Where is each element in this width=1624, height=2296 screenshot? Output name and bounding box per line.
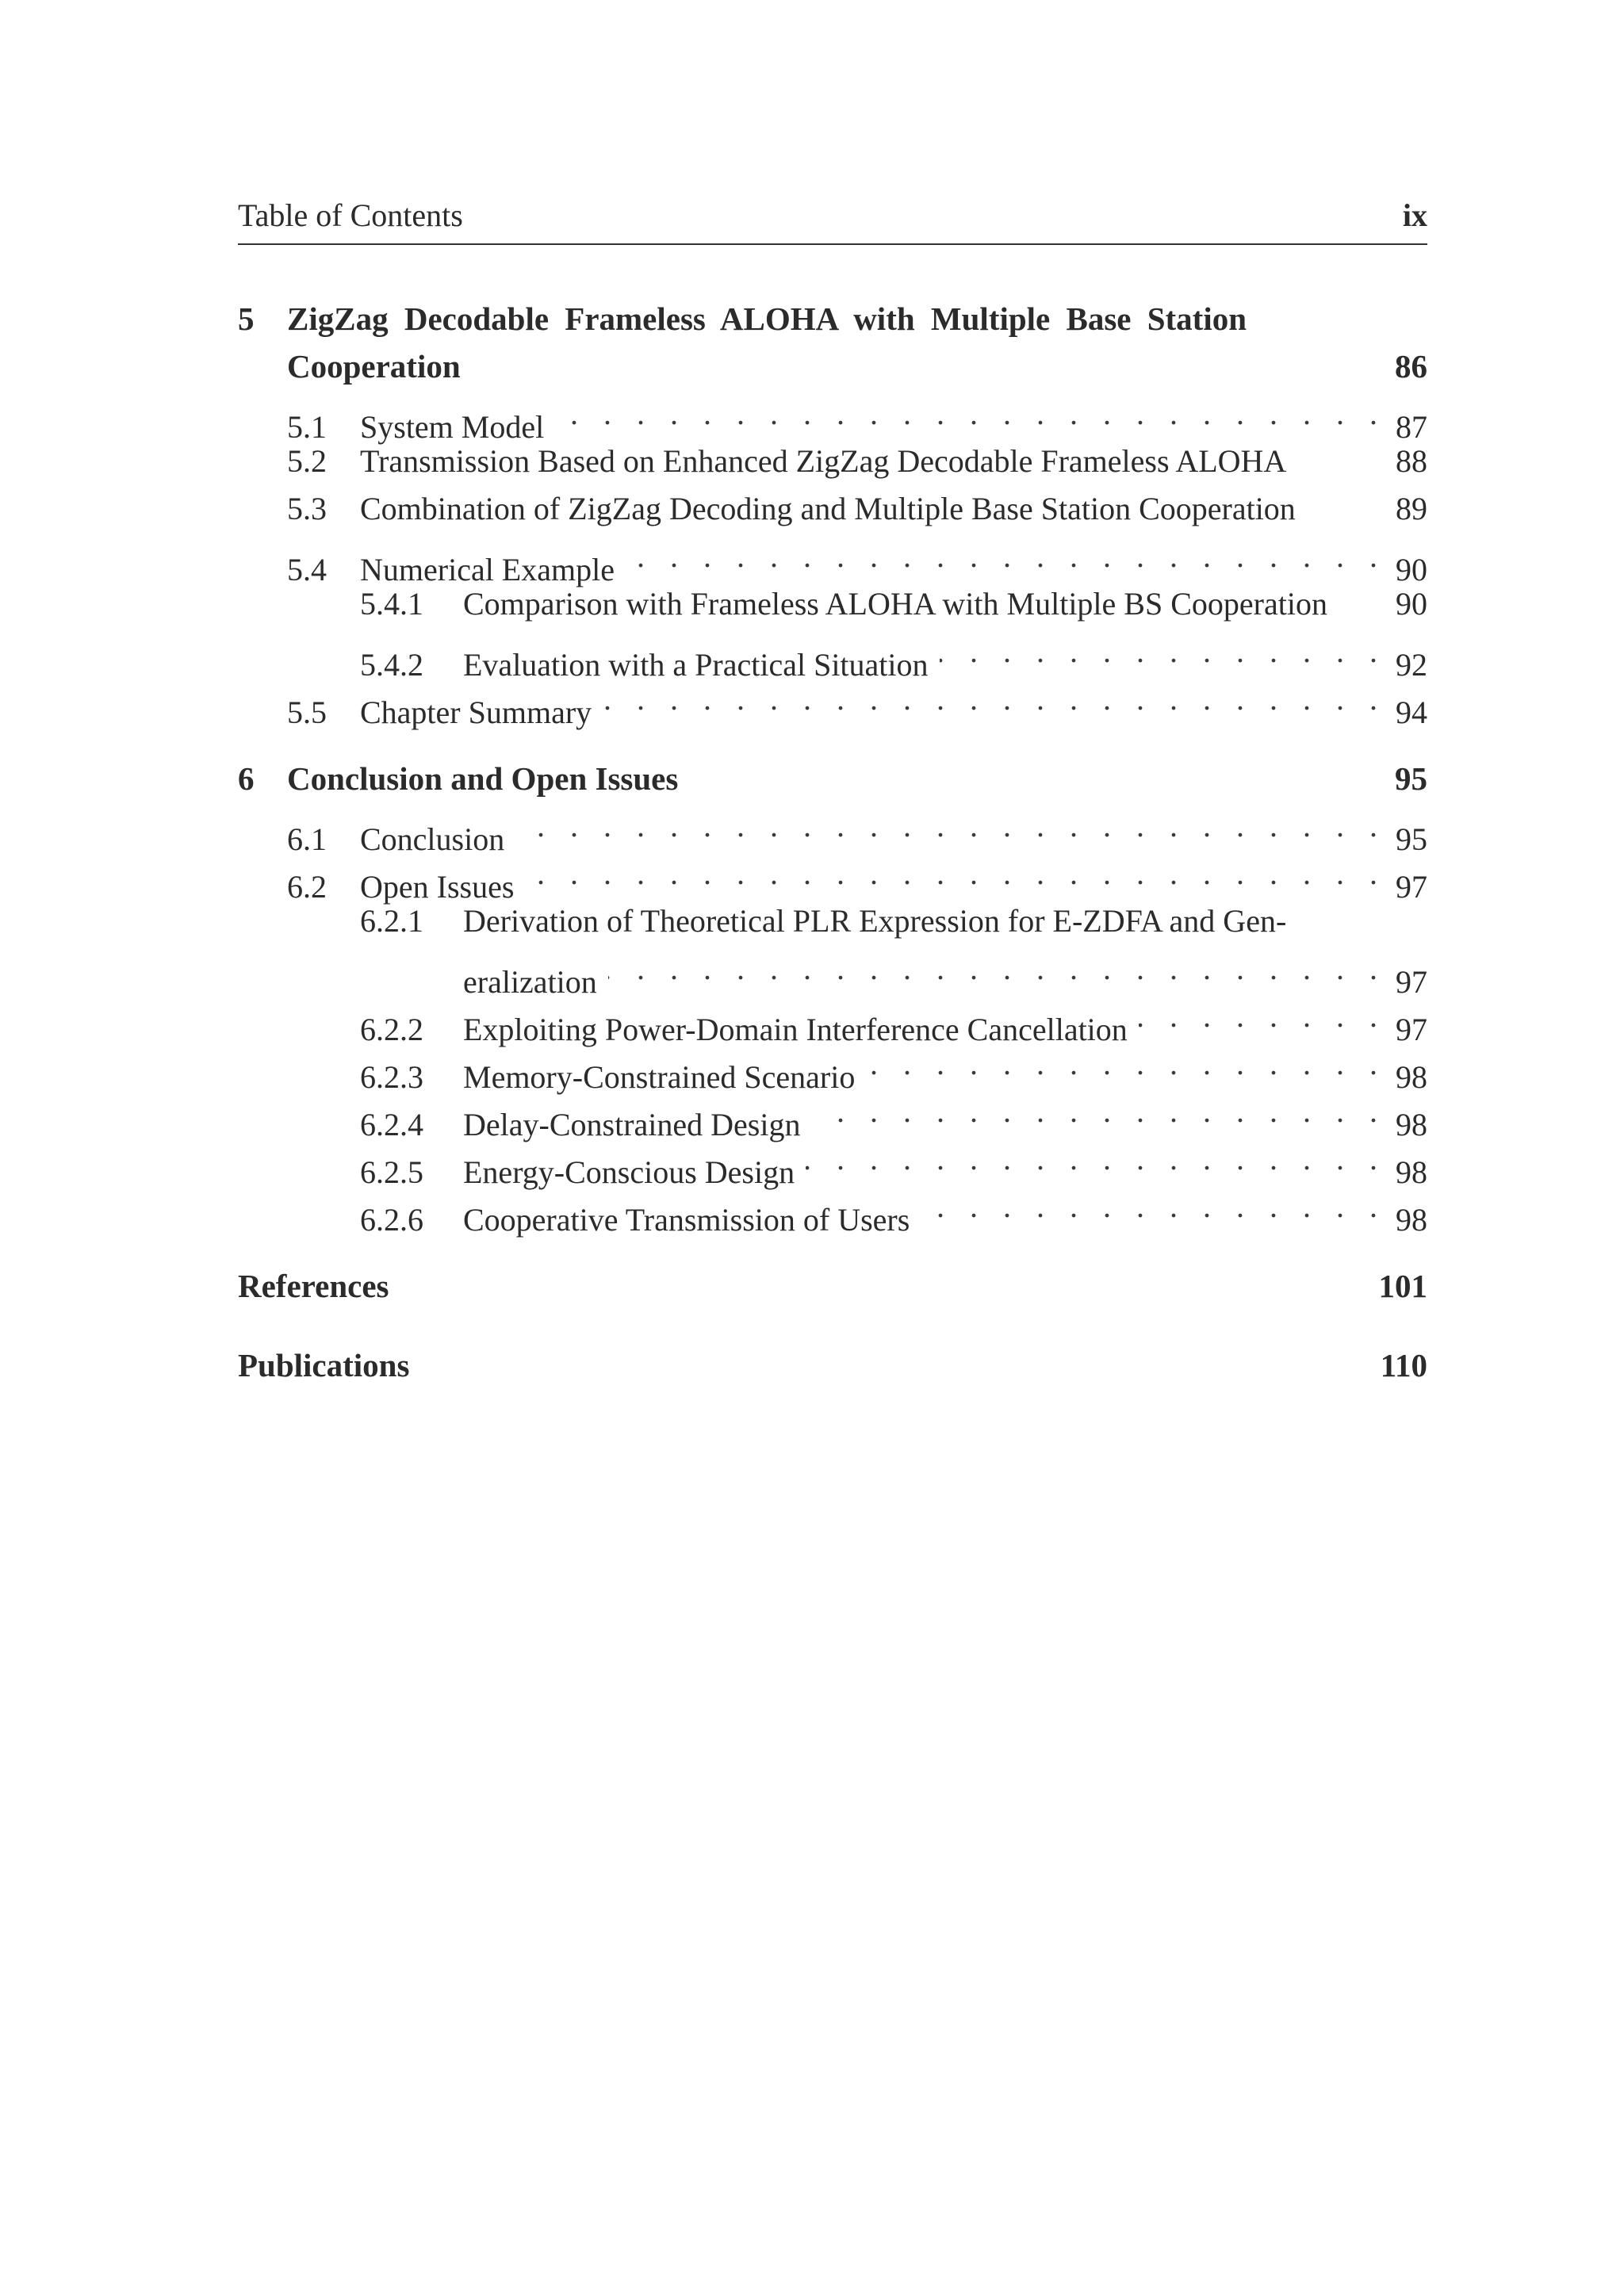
header-section-title: Table of Contents bbox=[238, 197, 463, 233]
toc-subsection-title-line1: Derivation of Theoretical PLR Expression for E-ZDFA and Gen- bbox=[463, 903, 1287, 939]
toc-section-title: Combination of ZigZag Decoding and Multiple Base Station Cooperation bbox=[360, 491, 1296, 526]
toc-chapter-5-cont[interactable] bbox=[238, 342, 1427, 390]
dot-leader bbox=[603, 675, 1386, 723]
toc-section-6-2[interactable] bbox=[238, 850, 1427, 905]
toc-subsection-number: 6.2.5 bbox=[360, 1154, 423, 1190]
toc-page-number: 87 bbox=[1396, 409, 1427, 445]
toc-subsection-number: 6.2.4 bbox=[360, 1107, 423, 1142]
toc-subsection-6-2-6[interactable] bbox=[238, 1183, 1427, 1238]
toc-section-5-1[interactable] bbox=[238, 390, 1427, 445]
toc-subsection-number: 5.4.2 bbox=[360, 647, 423, 683]
toc-subsection-title: Energy-Conscious Design bbox=[463, 1154, 795, 1190]
dot-leader bbox=[866, 1040, 1386, 1088]
toc-section-title: Chapter Summary bbox=[360, 695, 592, 730]
document-page bbox=[238, 0, 1427, 2296]
toc-chapter-title: Conclusion and Open Issues bbox=[287, 760, 679, 797]
toc-subsection-6-2-3[interactable] bbox=[238, 1040, 1427, 1095]
toc-section-number: 5.4 bbox=[287, 552, 327, 587]
toc-subsection-title: Comparison with Frameless ALOHA with Multiple BS Cooperation bbox=[463, 586, 1327, 622]
toc-chapter-title: References bbox=[238, 1268, 389, 1304]
toc-subsection-title: Cooperative Transmission of Users bbox=[463, 1202, 910, 1238]
dot-leader bbox=[626, 533, 1386, 580]
toc-section-title: Transmission Based on Enhanced ZigZag Decodable Frameless ALOHA bbox=[360, 443, 1287, 479]
toc-chapter-number: 6 bbox=[238, 760, 255, 797]
toc-page-number: 94 bbox=[1396, 695, 1427, 730]
toc-subsection-6-2-5[interactable] bbox=[238, 1135, 1427, 1190]
toc-subsection-number: 6.2.3 bbox=[360, 1059, 423, 1095]
toc-subsection-6-2-1[interactable] bbox=[238, 897, 1427, 945]
toc-page-number: 97 bbox=[1396, 964, 1427, 1000]
dot-leader bbox=[940, 628, 1386, 675]
toc-chapter-6[interactable] bbox=[238, 755, 1427, 802]
toc-section-number: 5.2 bbox=[287, 443, 327, 479]
toc-page-number: 97 bbox=[1396, 869, 1427, 905]
toc-page-number: 95 bbox=[1396, 821, 1427, 857]
toc-page-number: 98 bbox=[1396, 1107, 1427, 1142]
toc-subsection-number: 6.2.2 bbox=[360, 1012, 423, 1047]
toc-page-number: 98 bbox=[1396, 1059, 1427, 1095]
toc-subsection-5-4-2[interactable] bbox=[238, 628, 1427, 683]
toc-subsection-title-line2: eralization bbox=[463, 964, 597, 1000]
toc-subsection-title: Delay-Constrained Design bbox=[463, 1107, 801, 1142]
toc-section-number: 5.5 bbox=[287, 695, 327, 730]
toc-chapter-title-line2: Cooperation bbox=[287, 348, 461, 385]
toc-references[interactable] bbox=[238, 1262, 1427, 1310]
toc-section-5-3[interactable] bbox=[238, 485, 1427, 533]
toc-page-number: 90 bbox=[1396, 552, 1427, 587]
toc-page-number: 97 bbox=[1396, 1012, 1427, 1047]
toc-page-number: 88 bbox=[1396, 443, 1427, 479]
running-header bbox=[238, 197, 1427, 245]
toc-page-number: 110 bbox=[1380, 1347, 1427, 1383]
toc-section-title: Open Issues bbox=[360, 869, 515, 905]
toc-section-number: 5.1 bbox=[287, 409, 327, 445]
toc-chapter-5[interactable] bbox=[238, 295, 1427, 342]
toc-page-number: 98 bbox=[1396, 1154, 1427, 1190]
dot-leader bbox=[806, 1135, 1386, 1183]
toc-section-title: Numerical Example bbox=[360, 552, 615, 587]
page-number: ix bbox=[1402, 197, 1427, 233]
toc-subsection-6-2-4[interactable] bbox=[238, 1088, 1427, 1142]
toc-page-number: 95 bbox=[1395, 760, 1427, 797]
toc-section-5-5[interactable] bbox=[238, 675, 1427, 730]
toc-subsection-number: 5.4.1 bbox=[360, 586, 423, 622]
toc-subsection-6-2-1-cont[interactable] bbox=[238, 945, 1427, 1000]
dot-leader bbox=[921, 1183, 1386, 1230]
toc-subsection-6-2-2[interactable] bbox=[238, 993, 1427, 1047]
dot-leader bbox=[515, 802, 1386, 850]
toc-section-5-2[interactable] bbox=[238, 438, 1427, 485]
toc-page-number: 92 bbox=[1396, 647, 1427, 683]
dot-leader bbox=[525, 850, 1386, 897]
toc-section-number: 6.1 bbox=[287, 821, 327, 857]
toc-page-number: 98 bbox=[1396, 1202, 1427, 1238]
dot-leader bbox=[608, 945, 1386, 993]
toc-section-title: Conclusion bbox=[360, 821, 505, 857]
toc-chapter-number: 5 bbox=[238, 300, 255, 337]
toc-chapter-title-line1: ZigZag Decodable Frameless ALOHA with Multiple Base Station bbox=[287, 300, 1247, 337]
table-of-contents bbox=[238, 295, 1427, 1389]
toc-page-number: 86 bbox=[1395, 348, 1427, 385]
toc-section-number: 6.2 bbox=[287, 869, 327, 905]
dot-leader bbox=[811, 1088, 1386, 1135]
toc-subsection-number: 6.2.1 bbox=[360, 903, 423, 939]
toc-subsection-title: Evaluation with a Practical Situation bbox=[463, 647, 929, 683]
toc-chapter-title: Publications bbox=[238, 1347, 410, 1383]
toc-section-number: 5.3 bbox=[287, 491, 327, 526]
toc-page-number: 89 bbox=[1396, 491, 1427, 526]
toc-section-title: System Model bbox=[360, 409, 545, 445]
toc-publications[interactable] bbox=[238, 1341, 1427, 1389]
toc-subsection-number: 6.2.6 bbox=[360, 1202, 423, 1238]
toc-subsection-title: Exploiting Power-Domain Interference Cancellation bbox=[463, 1012, 1128, 1047]
toc-page-number: 101 bbox=[1378, 1268, 1427, 1304]
dot-leader bbox=[555, 390, 1386, 438]
toc-section-5-4[interactable] bbox=[238, 533, 1427, 587]
toc-subsection-5-4-1[interactable] bbox=[238, 580, 1427, 628]
toc-page-number: 90 bbox=[1396, 586, 1427, 622]
toc-section-6-1[interactable] bbox=[238, 802, 1427, 857]
toc-subsection-title: Memory-Constrained Scenario bbox=[463, 1059, 856, 1095]
dot-leader bbox=[1139, 993, 1386, 1040]
